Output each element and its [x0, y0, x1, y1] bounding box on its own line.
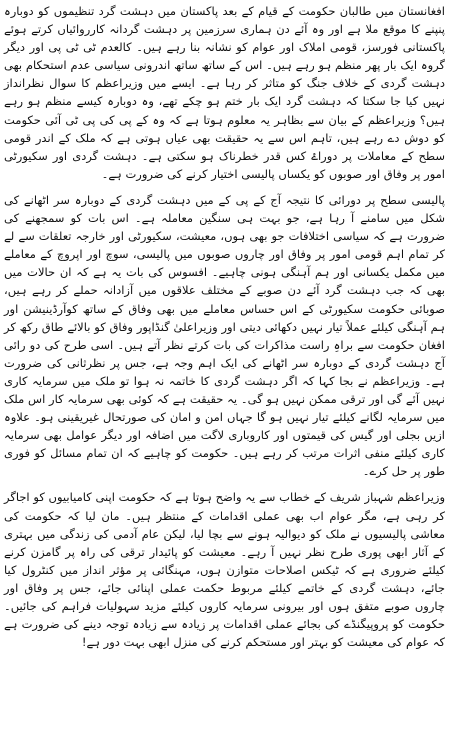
- paragraph: افغانستان میں طالبان حکومت کے قیام کے بعد پاکستان میں دہشت گرد تنظیموں کو دوبارہ پنپنے کا موقع ملا ہے اور وہ آئے دن ہماری سرزمین پر دہشت گردانہ کارروائیاں کرتے ہوئے پاکستانی فورسز، قومی املاک اور عوام کو نشانہ بنا رہے ہیں۔ کالعدم ٹی ٹی پی اور دیگر گروہ ایک بار پھر منظم ہو رہے ہیں۔ اس کے ساتھ ساتھ اندرونی سیاسی عدم استحکام بھی دہشت گردی کے خلاف جنگ کو متاثر کر رہا ہے۔ ایسے میں وزیراعظم کا سوال نظرانداز نہیں کیا جا سکتا کہ دہشت گرد ایک بار ختم ہو چکے تھے، وہ دوبارہ کیسے منظم ہو رہے ہیں؟ وزیراعظم کے بیان سے بظاہر یہ معلوم ہوتا ہے کہ وہ کے پی کی پی ٹی آئی حکومت کو دوش دے رہے ہیں، تاہم اس سے یہ حقیقت بھی عیاں ہوتی ہے کہ ملک کے اندر قومی سطح کے معاملات پر دوراۓ کس قدر خطرناک ہو سکتی ہے۔ دہشت گردی اور سکیورٹی امور پر وفاق اور صوبوں کو یکساں پالیسی اختیار کرنے کی ضرورت ہے۔: [4, 4, 445, 181]
- paragraph: وزیراعظم شہباز شریف کے خطاب سے یہ واضح ہوتا ہے کہ حکومت اپنی کامیابیوں کو اجاگر کر رہی ہے، مگر عوام اب بھی عملی اقدامات کے منتظر ہیں۔ مان لیا کہ حکومت کی معاشی پالیسیوں نے ملک کو دیوالیہ ہونے سے بچا لیا، لیکن عام آدمی کی زندگی میں بہتری کے آثار ابھی پوری طرح نظر نہیں آ رہے۔ معیشت کو پائیدار ترقی کی راہ پر گامزن کرنے کیلئے ضروری ہے کہ ٹیکس اصلاحات متوازن ہوں، مہنگائی پر مؤثر انداز میں کنٹرول کیا جائے، دہشت گردی کے خاتمے کیلئے مربوط حکمت عملی اپنائی جائے، جس پر وفاق اور چاروں صوبے متفق ہوں اور بیرونی سرمایہ کاروں کیلئے مزید سہولیات فراہم کی جائیں۔ حکومت کو پروپیگنڈے کی بجائے عملی اقدامات پر زیادہ سے زیادہ توجہ دینے کی ضرورت ہے کہ عوام کی معیشت کو بہتر اور مستحکم کرنے کی منزل ابھی بہت دور ہے!: [4, 490, 445, 650]
- paragraph: پالیسی سطح پر دورائی کا نتیجہ آج کے پی کے میں دہشت گردی کے دوبارہ سر اٹھانے کی شکل میں سامنے آ رہا ہے، جو بہت ہی سنگین معاملہ ہے۔ اس بات کو سمجھنے کی ضرورت ہے کہ سیاسی اختلافات جو بھی ہوں، معیشت، سکیورٹی اور خارجہ تعلقات سے لے کر تمام اہم قومی امور پر وفاق اور چاروں صوبوں میں پالیسی، سوچ اور اپروچ کے معاملے میں مکمل یکسانی اور ہم آہنگی ہونی چاہیے۔ افسوس کی بات یہ ہے کہ ان حالات میں بھی کہ جب دہشت گرد آئے دن صوبے کے مختلف علاقوں میں آزادانہ حملے کر رہے ہیں، صوبائی حکومت سکیورٹی کے اس حساس معاملے میں بھی وفاق کے ساتھ کوآرڈینیشن اور ہم آہنگی کیلئے عملاً تیار نہیں دکھائی دیتی اور وزیراعلیٰ گنڈاپور وفاق کو بالائے طاق رکھ کر افغان حکومت سے براہِ راست مذاکرات کی بات کرتے نظر آتے ہیں۔ اسی طرح کی دو رائی آج دہشت گردی کے دوبارہ سر اٹھانے کی ایک اہم وجہ ہے، جس پر نظرثانی کی ضرورت ہے۔ وزیراعظم نے بجا کہا کہ اگر دہشت گردی کا خاتمہ نہ ہوا تو ملک میں سرمایہ کاری نہیں آئے گی اور ترقی ممکن نہیں ہو گی۔ یہ حقیقت ہے کہ کوئی بھی سرمایہ کار اس ملک میں سرمایہ لگانے کیلئے تیار نہیں ہو گا جہاں امن و امان کی صورتحال غیریقینی ہو۔ علاوہ ازیں بجلی اور گیس کی قیمتوں اور کاروباری لاگت میں اضافہ اور دیگر عوامل بھی سرمایہ کاری کیلئے منفی اثرات مرتب کر رہے ہیں۔ حکومت کو چاہیے کہ ان تمام مسائل کو فوری طور پر حل کرے۔: [4, 192, 445, 479]
- article-body: [4, 2, 445, 735]
